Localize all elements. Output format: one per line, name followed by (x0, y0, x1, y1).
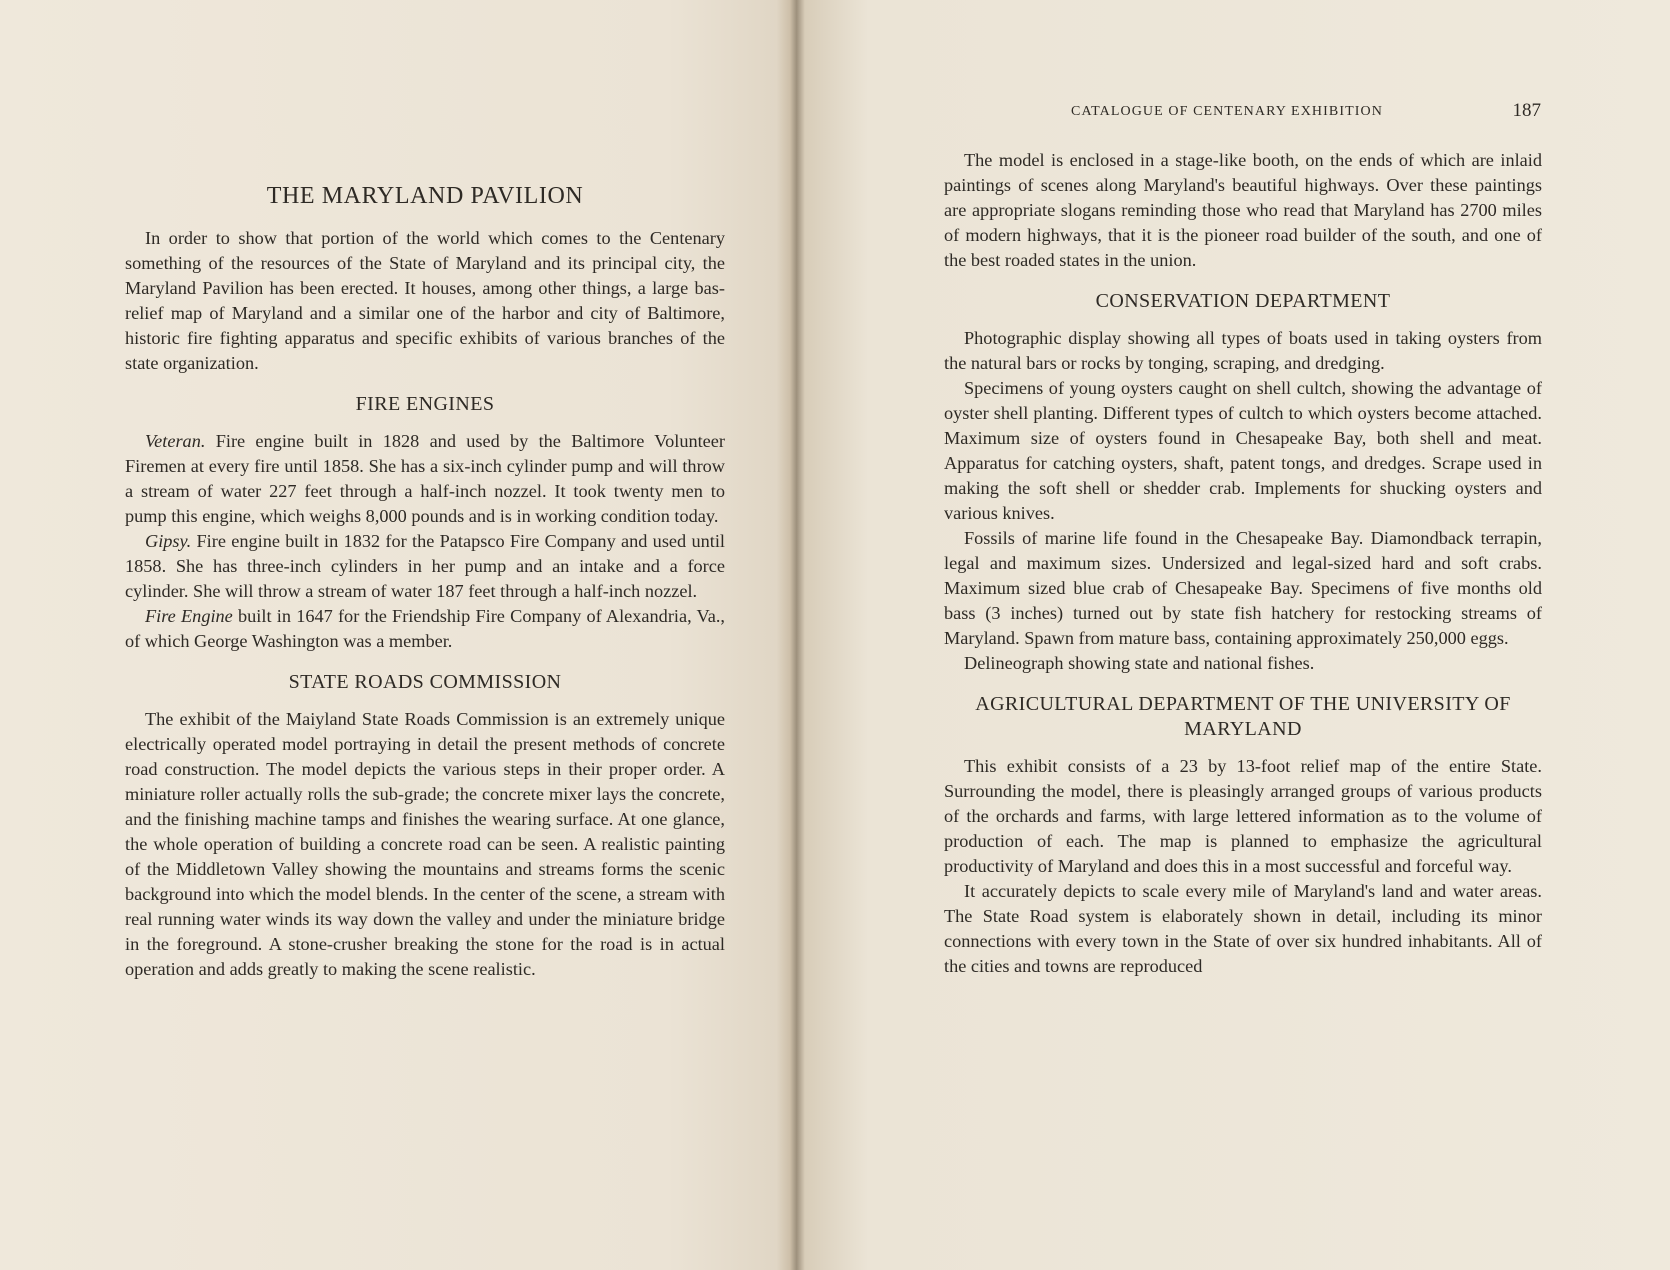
fire-engine-entry-friendship (125, 604, 725, 654)
conservation-paragraph: Specimens of young oysters caught on shell cultch, showing the advantage of oyster shell planting. Different types of cultch to which oysters become attached. Maximum size of oysters found in Chesapeake Bay, both shell and meat. Apparatus for catching oysters, shaft, patent tongs, and dredges. Scrape used in making the soft shell or shedder crab. Implements for shucking oysters and various knives. (944, 378, 1542, 523)
conservation-paragraph: Fossils of marine life found in the Chesapeake Bay. Diamondback terrapin, legal and maximum sizes. Undersized and legal-sized hard and soft crabs. Maximum sized blue crab of Chesapeake Bay. Specimens of five months old bass (3 inches) turned out by state fish hatchery for restocking streams of Maryland. Spawn from mature bass, containing approximately 250,000 eggs. (944, 528, 1542, 648)
entry-text: built in 1647 for the Friendship Fire Company of Alexandria, Va., of which George Washington was a member. (125, 606, 725, 651)
left-page (0, 0, 830, 1270)
fire-engines-heading: FIRE ENGINES (355, 393, 495, 415)
entry-text: Fire engine built in 1832 for the Patapsco Fire Company and used until 1858. She has three-inch cylinders in her pump and an intake and a force cylinder. She will throw a stream of water 187 feet through a half-inch nozzel. (125, 531, 725, 601)
conservation-paragraph: Photographic display showing all types of boats used in taking oysters from the natural bars or rocks by tonging, scraping, and dredging. (944, 328, 1542, 373)
agricultural-paragraph: This exhibit consists of a 23 by 13-foot relief map of the entire State. Surrounding the model, there is pleasingly arranged groups of various products of the orchards and farms, with large lettered information as to the volume of production of each. The map is planned to emphasize the agricultural productivity of Maryland and does this in a most successful and forceful way. (944, 756, 1542, 876)
state-roads-paragraph: The exhibit of the Maiyland State Roads Commission is an extremely unique electrically operated model portraying in detail the present methods of concrete road construction. The model depicts the various steps in their proper order. A miniature roller actually rolls the sub-grade; the concrete mixer lays the concrete, and the finishing machine tamps and finishes the wearing surface. At one glance, the whole operation of building a concrete road can be seen. A realistic painting of the Middletown Valley showing the mountains and streams forms the scenic background into which the model blends. In the center of the scene, a stream with real running water winds its way down the valley and under the miniature bridge in the foreground. A stone-crusher breaking the stone for the road is in actual operation and adds greatly to making the scene realistic. (125, 709, 725, 979)
continuation-paragraph: The model is enclosed in a stage-like booth, on the ends of which are inlaid paintings of scenes along Maryland's beautiful highways. Over these paintings are appropriate slogans reminding those who read that Maryland has 2700 miles of modern highways, that it is the pioneer road builder of the south, and one of the best roaded states in the union. (944, 150, 1542, 270)
entry-name: Veteran. (145, 431, 206, 451)
page-number: 187 (1512, 100, 1541, 121)
state-roads-heading: STATE ROADS COMMISSION (288, 671, 562, 693)
entry-text: Fire engine built in 1828 and used by the Baltimore Volunteer Firemen at every fire until 1858. She has a six-inch cylinder pump and will throw a stream of water 227 feet through a half-inch nozzel. It took twenty men to pump this engine, which weighs 8,000 pounds and is in working condition today. (125, 431, 725, 526)
entry-name: Fire Engine (145, 606, 233, 626)
running-head-title: CATALOGUE OF CENTENARY EXHIBITION (1071, 104, 1383, 119)
fire-engine-entry-gipsy (125, 529, 725, 604)
intro-paragraph: In order to show that portion of the world which comes to the Centenary something of the resources of the State of Maryland and its principal city, the Maryland Pavilion has been erected. It houses, among other things, a large bas-relief map of Maryland and a similar one of the harbor and city of Baltimore, historic fire fighting apparatus and specific exhibits of various branches of the state organization. (125, 228, 725, 373)
conservation-paragraph: Delineograph showing state and national fishes. (964, 653, 1315, 673)
entry-name: Gipsy. (145, 531, 192, 551)
page-title: THE MARYLAND PAVILION (266, 183, 584, 209)
running-head (1071, 100, 1541, 130)
agricultural-paragraph: It accurately depicts to scale every mile of Maryland's land and water areas. The State Road system is elaborately shown in detail, including its minor connections with every town in the State of over six hundred inhabitants. All of the cities and towns are reproduced (944, 881, 1542, 976)
left-page-body (125, 183, 725, 982)
fire-engine-entry-veteran (125, 429, 725, 529)
right-page-body (944, 148, 1542, 979)
agricultural-heading: AGRICULTURAL DEPARTMENT OF THE UNIVERSITY OF MARYLAND (975, 693, 1511, 740)
conservation-heading: CONSERVATION DEPARTMENT (1095, 290, 1391, 312)
right-page (836, 0, 1670, 1270)
